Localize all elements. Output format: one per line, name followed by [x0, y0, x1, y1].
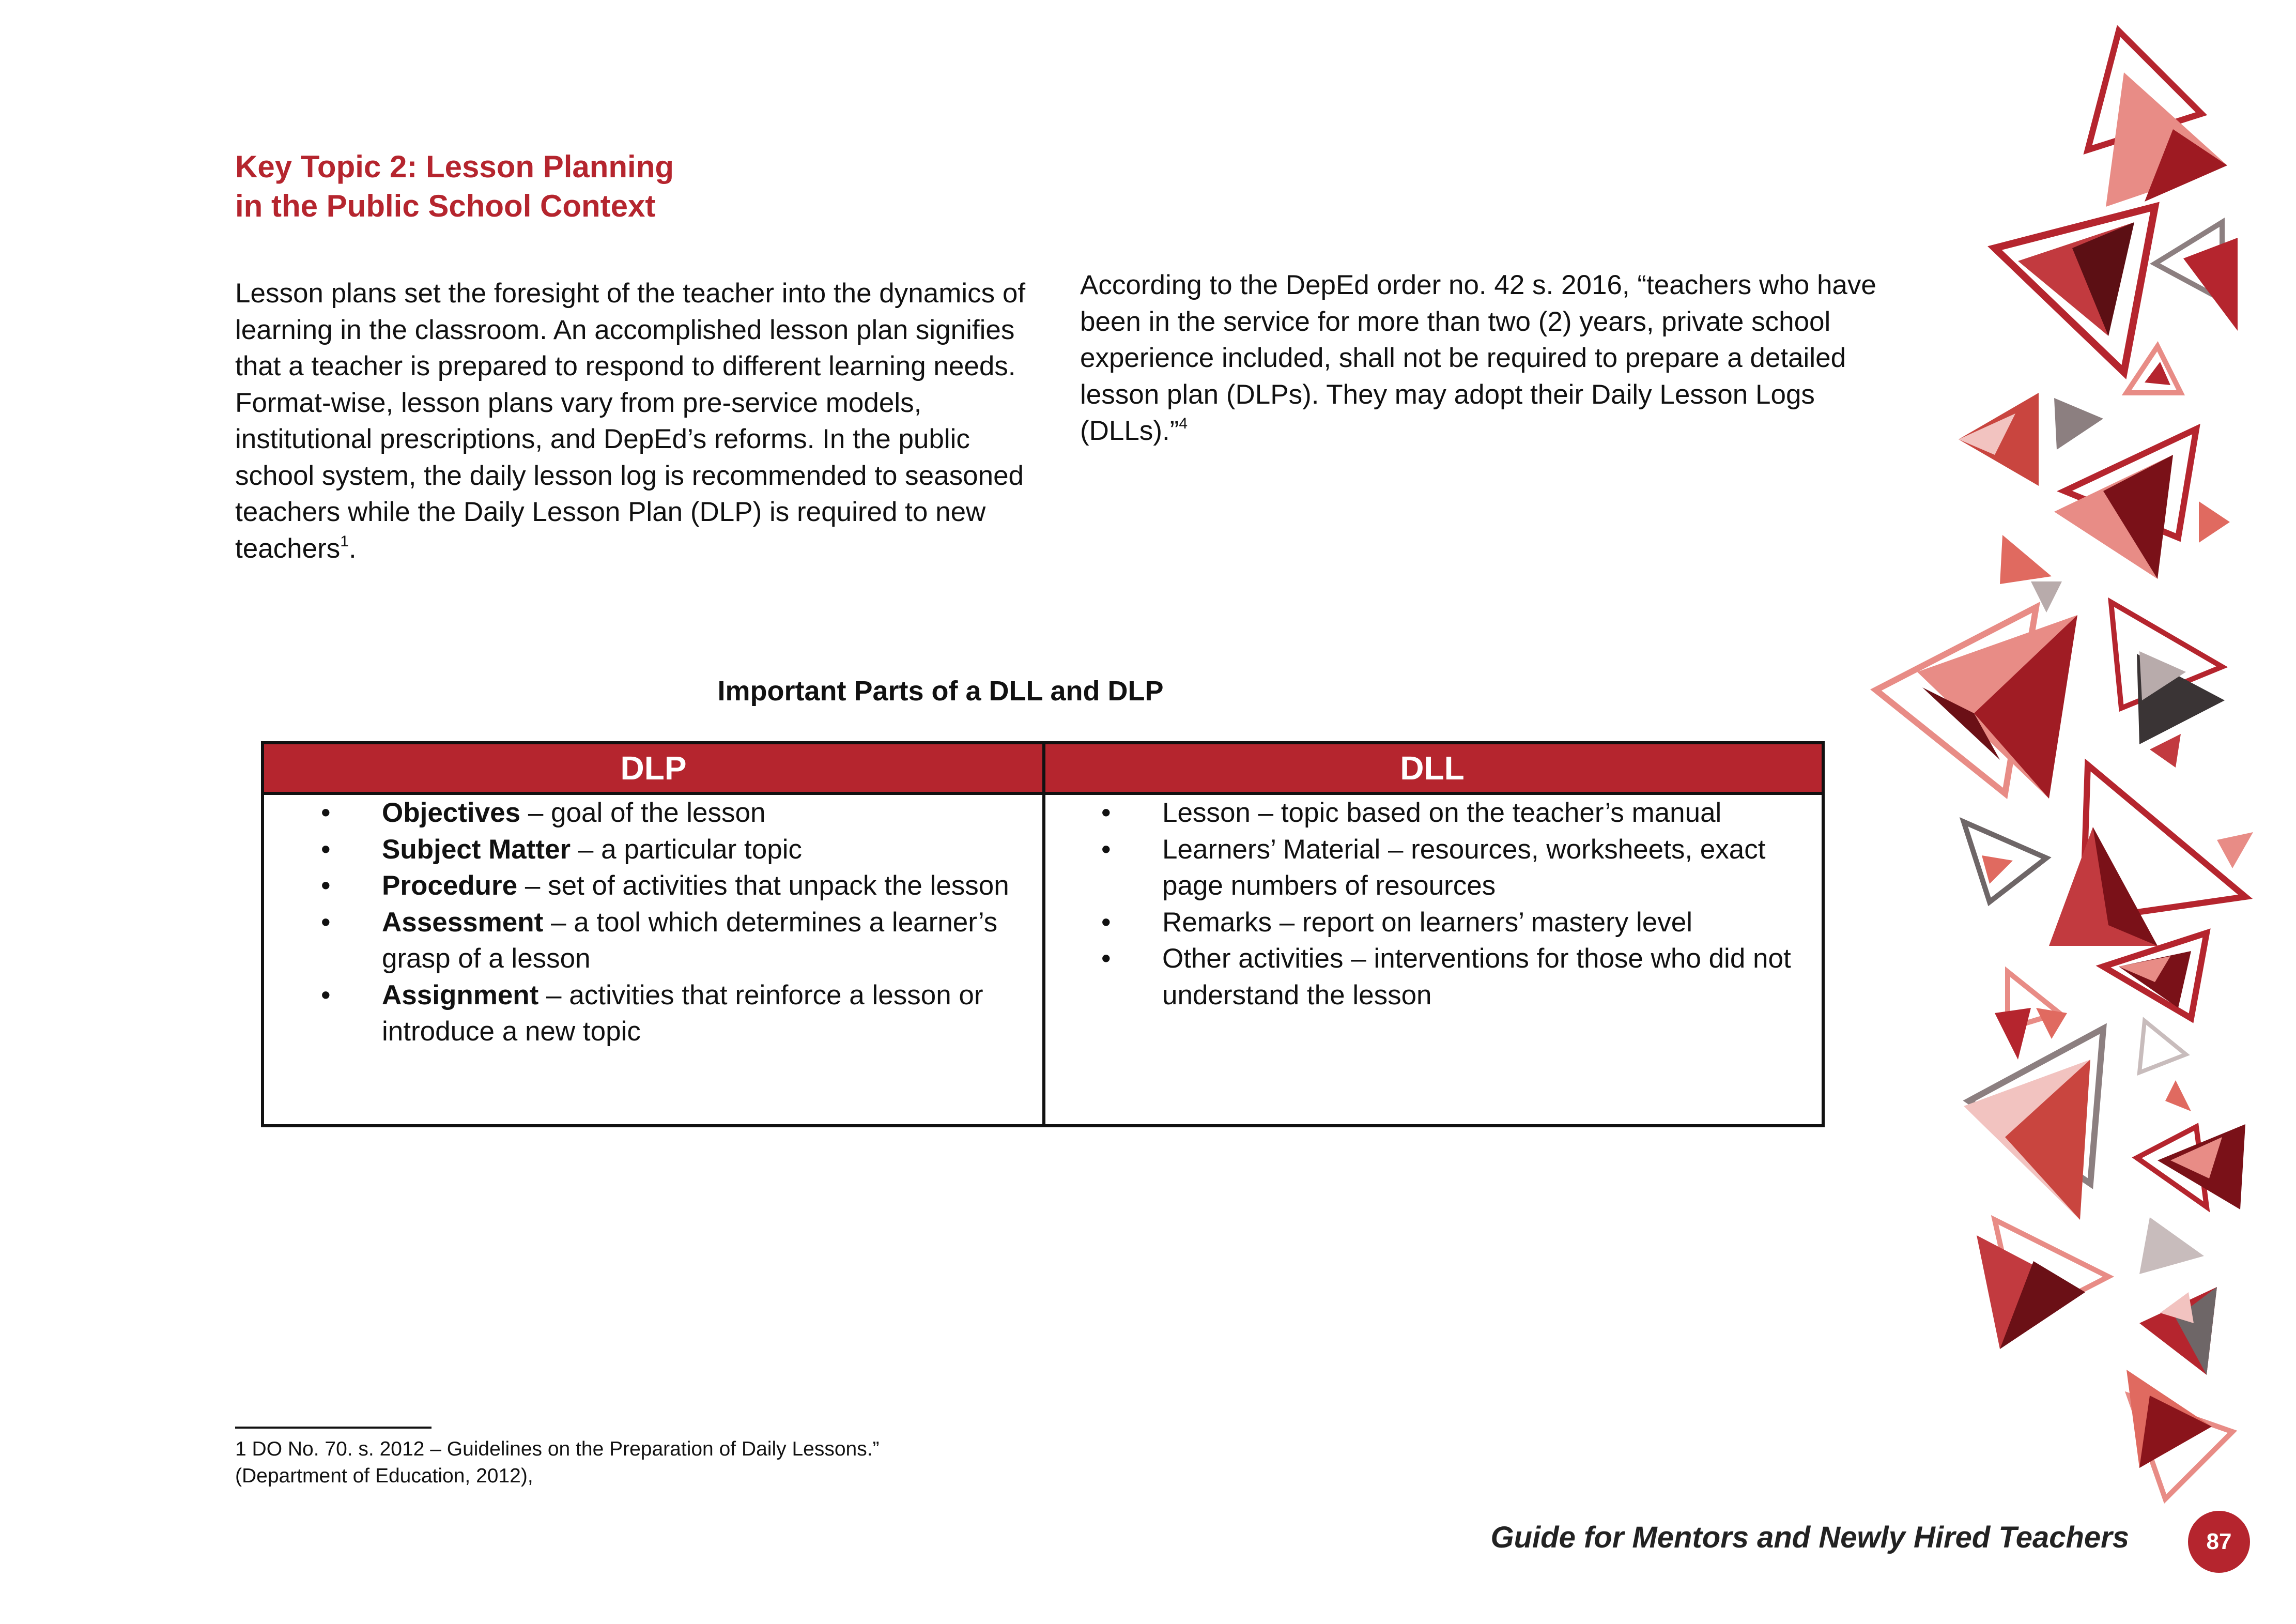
intro-paragraph-right-text: According to the DepEd order no. 42 s. 2016, “teachers who have been in the service for more than two (2) years, private school experience included, shall not be required to prepare a detailed lesson plan (DLPs). They may adopt their Daily Lesson Logs (DLLs).”	[1080, 270, 1876, 446]
dll-item-text: Remarks – report on learners’ mastery level	[1162, 907, 1693, 938]
triangle-decor	[1982, 855, 2013, 884]
dll-column	[1101, 795, 1814, 1014]
triangle-decor	[2150, 734, 2181, 768]
table-column-divider	[1042, 744, 1045, 1124]
dlp-item-assessment	[321, 905, 1034, 977]
dlp-item-assignment	[321, 977, 1034, 1050]
section-heading-line-2: in the Public School Context	[235, 189, 656, 223]
footer-title: Guide for Mentors and Newly Hired Teachers	[1490, 1521, 2129, 1554]
triangle-decor	[2054, 398, 2103, 450]
dlp-term: Assessment	[382, 907, 544, 938]
intro-paragraph-left-end: .	[348, 533, 357, 564]
bullet: •	[1101, 834, 1111, 865]
triangle-outline-decor	[2127, 346, 2181, 393]
triangle-decoration-group	[1876, 31, 2253, 1499]
dll-item-other-activities	[1101, 941, 1814, 1014]
footnote	[235, 1436, 1010, 1490]
triangle-decor	[2217, 832, 2253, 868]
page-number-badge: 87	[2188, 1511, 2250, 1573]
footnote-ref-1: 1	[340, 532, 349, 550]
table-title: Important Parts of a DLL and DLP	[717, 676, 1164, 707]
bullet: •	[321, 979, 331, 1010]
dll-item-lesson	[1101, 795, 1814, 832]
dlp-term: Objectives	[382, 798, 521, 828]
dlp-list	[321, 795, 1034, 1050]
dll-item-text: Learners’ Material – resources, worksheets, exact page numbers of resources	[1162, 834, 1766, 901]
bullet: •	[321, 834, 331, 865]
dll-item-learners-material	[1101, 832, 1814, 905]
bullet: •	[1101, 798, 1111, 828]
bullet: •	[1101, 943, 1111, 974]
triangle-outline-decor	[2139, 1021, 2186, 1073]
triangle-decor	[2165, 1080, 2191, 1111]
dlp-term: Subject Matter	[382, 834, 571, 865]
dll-item-remarks	[1101, 905, 1814, 941]
dll-item-text: Other activities – interventions for those who did not understand the lesson	[1162, 943, 1791, 1010]
bullet: •	[1101, 907, 1111, 938]
bullet: •	[321, 870, 331, 901]
table-header-dll: DLL	[1400, 749, 1465, 787]
decorative-triangles	[1840, 0, 2296, 1624]
bullet: •	[321, 907, 331, 938]
triangle-decor	[2036, 1008, 2067, 1039]
dlp-desc: – a particular topic	[571, 834, 802, 865]
triangle-decor	[1995, 1008, 2031, 1060]
triangle-decor	[2199, 501, 2230, 543]
dlp-term: Procedure	[382, 870, 518, 901]
intro-paragraph-right	[1080, 267, 1907, 450]
dlp-column	[321, 795, 1034, 1050]
dlp-desc: – goal of the lesson	[520, 798, 766, 828]
dll-item-text: Lesson – topic based on the teacher’s manual	[1162, 798, 1722, 828]
dlp-item-procedure	[321, 868, 1034, 905]
dlp-item-objectives	[321, 795, 1034, 832]
intro-paragraph-left-text: Lesson plans set the foresight of the teacher into the dynamics of learning in the classroom. An accomplished lesson plan signifies that a teacher is prepared to respond to different learning needs. Format-wise, lesson plans vary from pre-service models, institutional prescriptions, and DepEd’s reforms. In the public school system, the daily lesson log is recommended to seasoned teachers while the Daily Lesson Plan (DLP) is required to new teachers	[235, 278, 1026, 564]
footnote-separator	[235, 1427, 432, 1429]
dll-list	[1101, 795, 1814, 1014]
triangle-decor	[2000, 535, 2052, 584]
section-heading	[235, 147, 959, 226]
dlp-term: Assignment	[382, 979, 539, 1010]
dll-dlp-table	[261, 741, 1825, 1127]
dlp-desc: – set of activities that unpack the lesson	[517, 870, 1009, 901]
footnote-line-2: (Department of Education, 2012),	[235, 1465, 533, 1487]
triangle-decor	[2139, 1217, 2204, 1274]
footnote-ref-4: 4	[1179, 415, 1188, 432]
dlp-desc: – a tool which determines a learner’s grasp of a lesson	[382, 907, 998, 974]
intro-paragraph-left	[235, 275, 1041, 567]
footnote-line-1: 1 DO No. 70. s. 2012 – Guidelines on the Preparation of Daily Lessons.”	[235, 1438, 880, 1460]
table-header-dlp: DLP	[620, 749, 687, 787]
bullet: •	[321, 798, 331, 828]
dlp-item-subject-matter	[321, 832, 1034, 868]
section-heading-line-1: Key Topic 2: Lesson Planning	[235, 149, 674, 184]
dlp-desc: – activities that reinforce a lesson or introduce a new topic	[382, 979, 983, 1047]
